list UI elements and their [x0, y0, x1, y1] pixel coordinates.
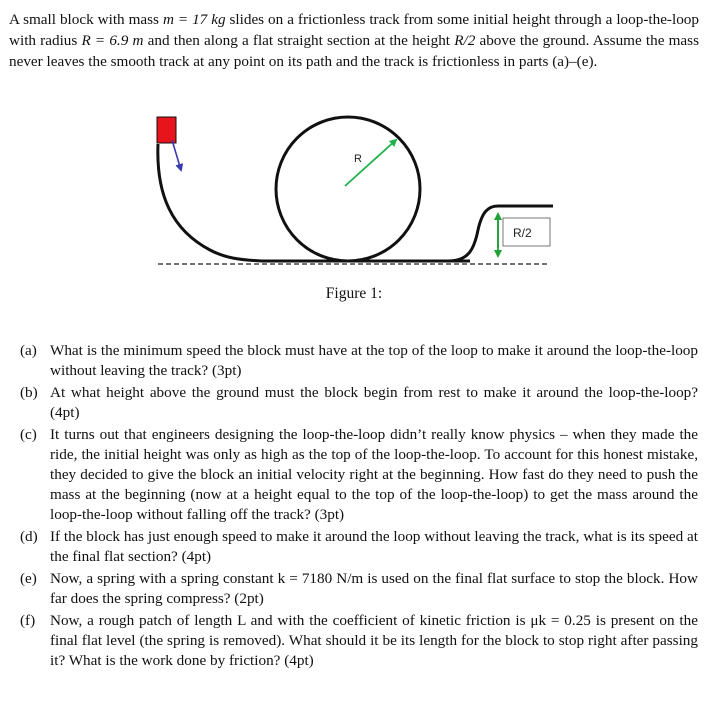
- intro-text-1: A small block with mass: [9, 11, 163, 28]
- intro-text-4: above the ground. Assume the mass never leaves the smooth track at any point on its path and the track is frictionless in parts (a)–(e).: [9, 32, 699, 70]
- question-label: (a): [20, 342, 37, 359]
- question-label: (e): [20, 570, 37, 587]
- figure-caption: Figure 1:: [325, 285, 383, 302]
- question-a: [20, 341, 698, 381]
- radius-label: R: [354, 153, 362, 165]
- question-label: (f): [20, 612, 36, 629]
- problem-intro: [9, 9, 699, 72]
- question-f: [20, 611, 698, 671]
- question-e: [20, 569, 698, 609]
- question-text: If the block has just enough speed to make it around the loop without leaving the track, what is its speed at the final flat section? (4pt): [50, 528, 698, 565]
- half-radius: R/2: [454, 32, 476, 49]
- question-text: Now, a spring with a spring constant k = 7180 N/m is used on the final flat surface to stop the block. How far does the spring compress? (2pt): [50, 570, 698, 607]
- question-text: At what height above the ground must the block begin from rest to make it around the loop-the-loop? (4pt): [50, 384, 698, 421]
- radius-value: R = 6.9 m: [81, 32, 144, 49]
- loop: [276, 117, 420, 261]
- question-label: (d): [20, 528, 38, 545]
- motion-arrow: [172, 140, 181, 170]
- intro-text-3: and then along a flat straight section at the height: [143, 32, 455, 49]
- loop-the-loop-figure: [0, 100, 708, 275]
- question-d: [20, 527, 698, 567]
- question-list: [20, 341, 698, 673]
- question-label: (c): [20, 426, 37, 443]
- radius-arrow: [345, 140, 396, 186]
- question-c: [20, 425, 698, 525]
- question-text: It turns out that engineers designing the loop-the-loop didn’t really know physics – when they made the ride, the initial height was only as high as the top of the loop-the-loop. To account for this honest mistake, they decided to give the block an initial velocity right at the beginning. How fast do they need to push the mass at the beginning (now at a height equal to the top of the loop-the-loop) to get the mass around the loop-the-loop without falling off the track? (3pt): [50, 426, 698, 523]
- mass-value: m = 17 kg: [162, 11, 226, 28]
- entry-track: [158, 144, 262, 261]
- question-b: [20, 383, 698, 423]
- intro-text-2: slides on a frictionless track from some initial height through a loop-the-loop with radius: [9, 11, 699, 49]
- height-label: R/2: [513, 226, 532, 240]
- question-label: (b): [20, 384, 38, 401]
- block: [157, 117, 176, 143]
- question-text: Now, a rough patch of length L and with the coefficient of kinetic friction is μk = 0.25 is present on the final flat level (the spring is removed). What should it be its length for the block to stop right after passing it? What is the work done by friction? (4pt): [50, 612, 698, 669]
- question-text: What is the minimum speed the block must have at the top of the loop to make it around the loop-the-loop without leaving the track? (3pt): [50, 342, 698, 379]
